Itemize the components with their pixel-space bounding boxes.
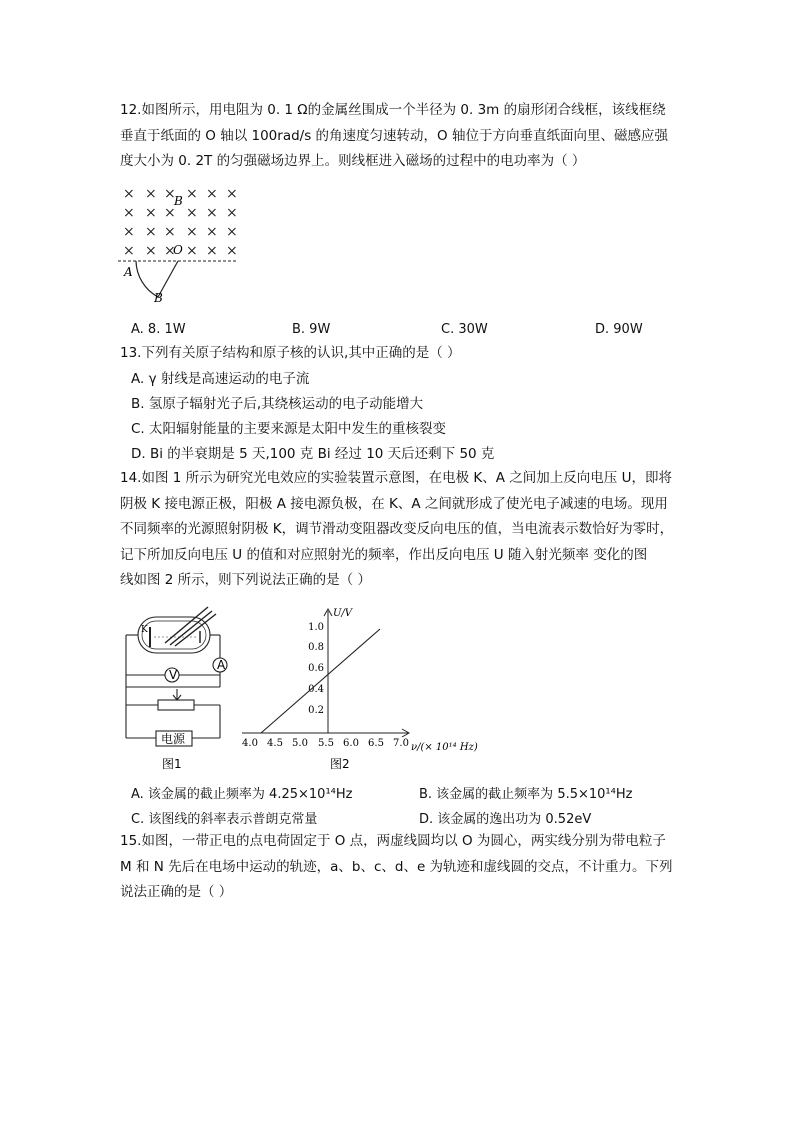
- q15-stem-line-3: 说法正确的是（ ）: [120, 884, 233, 900]
- q14-figure-1-circuit: [120, 605, 240, 775]
- svg-text:×: ×: [145, 243, 157, 259]
- label-b-bottom: B: [154, 291, 163, 305]
- q14-stem-line-2: 阴极 K 接电源正极，阳极 A 接电源负极，在 K、A 之间就形成了使光电子减速的电场。现用: [120, 496, 668, 512]
- q14-stem-line-1: 14.如图 1 所示为研究光电效应的实验装置示意图，在电极 K、A 之间加上反向电压 U，即将: [120, 470, 672, 486]
- x-tick: 4.0: [242, 738, 258, 749]
- q14-option-a: A. 该金属的截止频率为 4.25×10¹⁴Hz: [131, 787, 353, 802]
- q15-stem-line-2: M 和 N 先后在电场中运动的轨迹，a、b、c、d、e 为轨迹和虚线圆的交点，不计重力。下列: [120, 859, 673, 875]
- svg-text:×: ×: [164, 224, 176, 240]
- q12-magnetic-field-figure: [118, 180, 248, 305]
- q14-stem-line-3: 不同频率的光源照射阴极 K，调节滑动变阻器改变反向电压的值，当电流表示数恰好为零时，: [120, 521, 674, 537]
- q12-option-c: C. 30W: [441, 322, 488, 337]
- svg-text:×: ×: [123, 186, 135, 202]
- q12-option-a: A. 8. 1W: [131, 322, 186, 337]
- svg-text:×: ×: [145, 205, 157, 221]
- y-tick: 0.4: [308, 684, 324, 695]
- x-tick: 6.5: [368, 738, 384, 749]
- q13-option-c: C. 太阳辐射能量的主要来源是太阳中发生的重核裂变: [131, 421, 447, 437]
- x-tick: 5.0: [292, 738, 308, 749]
- svg-text:×: ×: [123, 243, 135, 259]
- y-tick: 1.0: [308, 622, 324, 633]
- svg-text:×: ×: [206, 186, 218, 202]
- svg-text:×: ×: [186, 186, 198, 202]
- y-axis-label: U/V: [333, 608, 353, 619]
- svg-text:×: ×: [206, 243, 218, 259]
- q15-stem-line-1: 15.如图，一带正电的点电荷固定于 O 点，两虚线圆均以 O 为圆心，两实线分别为带电粒子: [120, 833, 666, 849]
- svg-text:×: ×: [164, 243, 176, 259]
- label-o: O: [173, 243, 183, 257]
- label-b-top: B: [174, 194, 183, 208]
- q13-option-a: A. γ 射线是高速运动的电子流: [131, 371, 310, 387]
- q14-option-b: B. 该金属的截止频率为 5.5×10¹⁴Hz: [419, 787, 633, 802]
- q12-stem-line-2: 垂直于纸面的 O 轴以 100rad/s 的角速度匀速转动，O 轴位于方向垂直纸面向里、磁感应强: [120, 128, 668, 144]
- svg-text:×: ×: [123, 205, 135, 221]
- x-tick: 4.5: [267, 738, 283, 749]
- y-tick: 0.6: [308, 663, 324, 674]
- svg-text:×: ×: [226, 224, 238, 240]
- x-tick-labels: [242, 738, 409, 749]
- svg-text:×: ×: [145, 186, 157, 202]
- svg-text:×: ×: [123, 224, 135, 240]
- svg-text:×: ×: [226, 205, 238, 221]
- svg-text:×: ×: [226, 243, 238, 259]
- q13-option-d: D. Bi 的半衰期是 5 天,100 克 Bi 经过 10 天后还剩下 50 克: [131, 446, 495, 462]
- fig2-caption: 图2: [330, 757, 350, 771]
- q12-option-b: B. 9W: [292, 322, 331, 337]
- power-label: 电源: [161, 732, 186, 746]
- q14-option-c: C. 该图线的斜率表示普朗克常量: [131, 812, 318, 827]
- svg-text:×: ×: [206, 205, 218, 221]
- q13-stem: 13.下列有关原子结构和原子核的认识,其中正确的是（ ）: [120, 345, 461, 361]
- q12-stem-line-3: 度大小为 0. 2T 的匀强磁场边界上。则线框进入磁场的过程中的电功率为（ ）: [120, 153, 586, 169]
- svg-text:×: ×: [206, 224, 218, 240]
- x-tick: 5.5: [318, 738, 334, 749]
- rheostat: [158, 700, 194, 710]
- y-tick: 0.8: [308, 642, 324, 653]
- label-k: K: [141, 625, 148, 635]
- svg-text:×: ×: [226, 186, 238, 202]
- x-axis-label: ν/(× 10¹⁴ Hz): [411, 742, 478, 753]
- x-tick: 6.0: [343, 738, 359, 749]
- svg-text:×: ×: [164, 186, 176, 202]
- q14-stem-line-4: 记下所加反向电压 U 的值和对应照射光的频率，作出反向电压 U 随入射光频率 变化的图: [120, 547, 648, 563]
- q13-option-b: B. 氢原子辐射光子后,其绕核运动的电子动能增大: [131, 396, 424, 412]
- svg-text:×: ×: [186, 205, 198, 221]
- q12-option-d: D. 90W: [595, 322, 643, 337]
- q14-stem-line-5: 线如图 2 所示，则下列说法正确的是（ ）: [120, 572, 371, 588]
- q14-figure-2-graph: [238, 605, 478, 775]
- svg-text:×: ×: [186, 224, 198, 240]
- svg-text:×: ×: [145, 224, 157, 240]
- label-v: V: [169, 668, 178, 682]
- q12-stem-line-1: 12.如图所示，用电阻为 0. 1 Ω的金属丝围成一个半径为 0. 3m 的扇形闭合线框，该线框绕: [120, 102, 666, 118]
- y-tick-labels: [308, 622, 324, 716]
- label-a: A: [217, 658, 226, 672]
- y-tick: 0.2: [308, 705, 324, 716]
- svg-text:×: ×: [164, 205, 176, 221]
- svg-text:×: ×: [186, 243, 198, 259]
- label-a: A: [124, 265, 133, 279]
- fig1-caption: 图1: [162, 757, 182, 771]
- q14-option-d: D. 该金属的逸出功为 0.52eV: [419, 812, 592, 827]
- x-tick: 7.0: [393, 738, 409, 749]
